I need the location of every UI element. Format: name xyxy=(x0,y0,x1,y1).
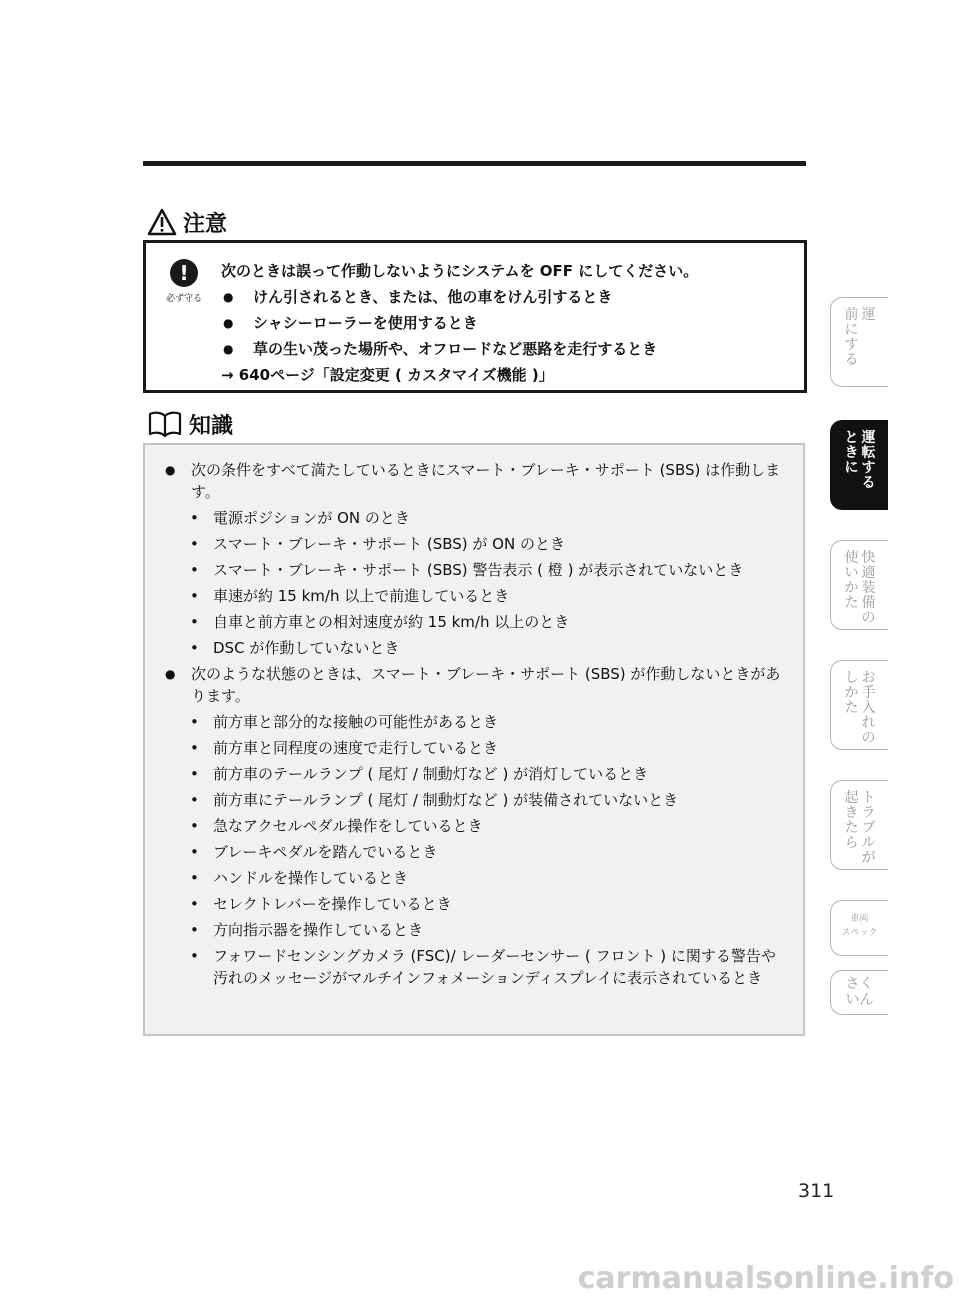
tab-index[interactable] xyxy=(830,970,888,1015)
knowledge-subitem: • セレクトレバーを操作しているとき xyxy=(163,893,789,915)
knowledge-box xyxy=(143,443,805,1036)
tab-troubleshooting[interactable] xyxy=(830,780,888,870)
knowledge-subitem: • 前方車と同程度の速度で走行しているとき xyxy=(163,737,789,759)
tab-label: 車両 xyxy=(850,914,869,924)
tab-vehicle-spec[interactable] xyxy=(830,900,888,956)
tab-label: 起きたら xyxy=(844,790,859,851)
tab-maintenance[interactable] xyxy=(830,660,888,750)
knowledge-subitem: • 前方車と部分的な接触の可能性があるとき xyxy=(163,711,789,733)
caution-bullet: ● けん引されるとき、または、他の車をけん引するとき xyxy=(221,284,794,310)
warning-triangle-icon xyxy=(147,208,177,236)
tab-label: お手入れの xyxy=(861,670,876,746)
must-follow-label: 必ず守る xyxy=(165,294,202,304)
knowledge-subitem: • 急なアクセルペダル操作をしているとき xyxy=(163,815,789,837)
caution-bullet: ● シャシーローラーを使用するとき xyxy=(221,310,794,336)
knowledge-subitem: • 前方車にテールランプ ( 尾灯 / 制動灯など ) が装備されていないとき xyxy=(163,789,789,811)
tab-label: 快適装備の xyxy=(861,550,876,626)
exclamation-icon: ! xyxy=(170,259,198,287)
knowledge-subitem: • ハンドルを操作しているとき xyxy=(163,867,789,889)
knowledge-subitem: • 自車と前方車との相対速度が約 15 km/h 以上のとき xyxy=(163,611,789,633)
tab-label: 運転する xyxy=(861,430,876,491)
tab-label: スペック xyxy=(841,928,878,938)
must-follow-mark xyxy=(164,259,204,304)
knowledge-subitem: • 電源ポジションが ON のとき xyxy=(163,507,789,529)
tab-label: いん xyxy=(845,992,874,1008)
tab-comfort-equipment[interactable] xyxy=(830,540,888,630)
tab-label: 使いかた xyxy=(844,550,859,611)
tab-label: さく xyxy=(845,976,874,992)
knowledge-item: ● 次の条件をすべて満たしているときにスマート・ブレーキ・サポート (SBS) は作動します。 xyxy=(163,459,789,503)
caution-heading xyxy=(147,205,227,239)
knowledge-subitem: • ブレーキペダルを踏んでいるとき xyxy=(163,841,789,863)
watermark: carmanualsonline.info xyxy=(577,1261,954,1296)
tab-label: 前にする xyxy=(844,307,859,368)
knowledge-heading xyxy=(147,407,233,441)
caution-lead: 次のときは誤って作動しないようにシステムを OFF にしてください。 xyxy=(221,262,699,280)
caution-box xyxy=(143,240,807,393)
caution-text xyxy=(221,258,794,388)
caution-title: 注意 xyxy=(183,211,228,237)
tab-label: ときに xyxy=(844,430,859,476)
knowledge-subitem: • DSC が作動していないとき xyxy=(163,637,789,659)
caution-bullet: ● 草の生い茂った場所や、オフロードなど悪路を走行するとき xyxy=(221,336,794,362)
caution-reference-link[interactable]: → 640ページ「設定変更 ( カスタマイズ機能 )」 xyxy=(221,366,554,384)
tab-label: しかた xyxy=(844,670,859,716)
tab-label: トラブルが xyxy=(861,790,876,866)
tab-before-driving[interactable] xyxy=(830,297,888,387)
page-number: 311 xyxy=(798,1180,835,1202)
knowledge-subitem: • 方向指示器を操作しているとき xyxy=(163,919,789,941)
knowledge-title: 知識 xyxy=(189,413,234,439)
knowledge-subitem: • スマート・ブレーキ・サポート (SBS) 警告表示 ( 橙 ) が表示されていないとき xyxy=(163,559,789,581)
top-rule xyxy=(143,161,806,166)
knowledge-subitem: • スマート・ブレーキ・サポート (SBS) が ON のとき xyxy=(163,533,789,555)
tab-when-driving[interactable] xyxy=(830,420,888,510)
knowledge-content xyxy=(163,459,789,993)
tab-label: 運 xyxy=(861,307,876,323)
knowledge-subitem: • 車速が約 15 km/h 以上で前進しているとき xyxy=(163,585,789,607)
knowledge-subitem: • フォワードセンシングカメラ (FSC)/ レーダーセンサー ( フロント ) に関する警告や汚れのメッセージがマルチインフォメーションディスプレイに表示されているとき xyxy=(163,945,789,989)
open-book-icon xyxy=(147,410,183,438)
knowledge-item: ● 次のような状態のときは、スマート・ブレーキ・サポート (SBS) が作動しないときがあります。 xyxy=(163,663,789,707)
knowledge-subitem: • 前方車のテールランプ ( 尾灯 / 制動灯など ) が消灯しているとき xyxy=(163,763,789,785)
